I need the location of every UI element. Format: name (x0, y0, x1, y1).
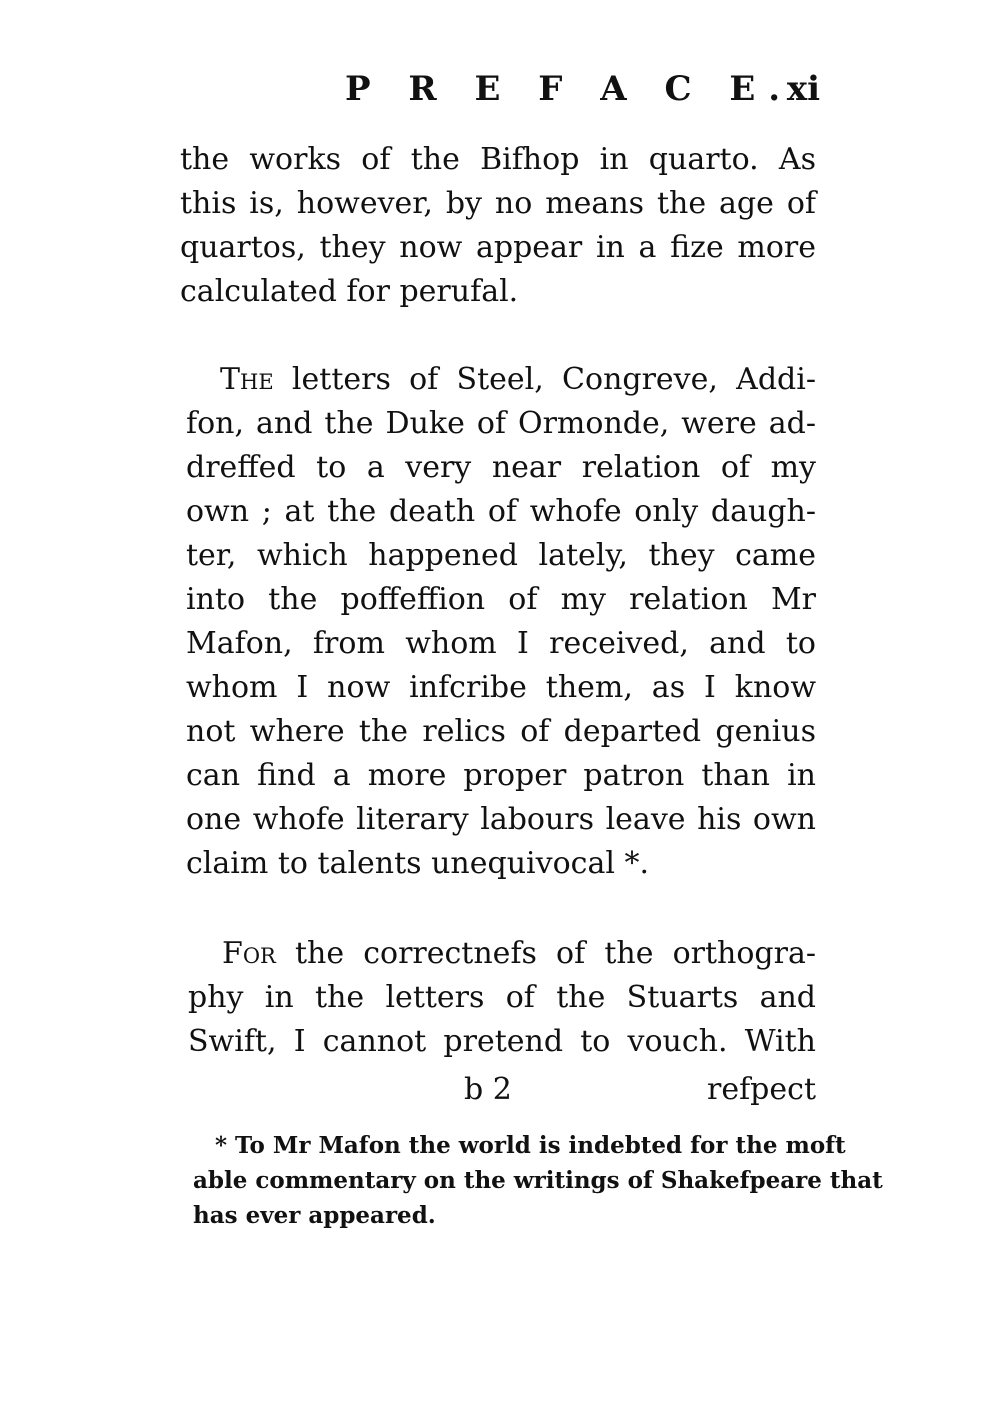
text-line-first (186, 358, 816, 402)
text-line: not where the relics of departed genius (186, 714, 816, 749)
text-line: claim to talents unequivocal *. (186, 846, 649, 881)
running-head (180, 64, 820, 114)
text-line-rest: the correctnefs of the orthogra- (275, 936, 816, 971)
text-line: whom I now infcribe them, as I know (186, 670, 816, 705)
text-line: Mafon, from whom I received, and to (186, 626, 816, 661)
text-line: calculated for perufal. (180, 274, 519, 309)
text-line: own ; at the death of whofe only daugh- (186, 494, 816, 529)
text-line: this is, however, by no means the age of (180, 186, 816, 221)
signature-mark: b 2 (464, 1072, 512, 1107)
paragraph-letters (186, 358, 816, 886)
text-line: Swift, I cannot pretend to vouch. With (188, 1024, 816, 1059)
running-title: P R E F A C E. (345, 69, 794, 109)
text-line: into the poffeffion of my relation Mr (186, 582, 816, 617)
catchline (188, 1068, 816, 1112)
text-line: one whofe literary labours leave his own (186, 802, 816, 837)
text-line: dreffed to a very near relation of my (186, 450, 816, 485)
paragraph-continuation (180, 138, 816, 314)
text-line: the works of the Bifhop in quarto. As (180, 142, 816, 177)
catchword: refpect (706, 1072, 816, 1107)
text-line-first (188, 932, 816, 976)
text-line: quartos, they now appear in a fize more (180, 230, 816, 265)
footnote-line: * To Mr Mafon the world is indebted for the moft (215, 1132, 846, 1159)
footnote (193, 1128, 883, 1233)
text-line: ter, which happened lately, they came (186, 538, 816, 573)
paragraph-lead-word: The (220, 362, 274, 397)
page-number: xi (786, 69, 820, 109)
text-line: can find a more proper patron than in (186, 758, 816, 793)
paragraph-orthography (188, 932, 816, 1064)
text-line: phy in the letters of the Stuarts and (188, 980, 816, 1015)
text-line: fon, and the Duke of Ormonde, were ad- (186, 406, 816, 441)
footnote-line: has ever appeared. (193, 1202, 436, 1229)
text-line-rest: letters of Steel, Congreve, Addi- (273, 362, 816, 397)
footnote-line: able commentary on the writings of Shakefpeare that (193, 1167, 883, 1194)
paragraph-lead-word: For (222, 936, 276, 971)
